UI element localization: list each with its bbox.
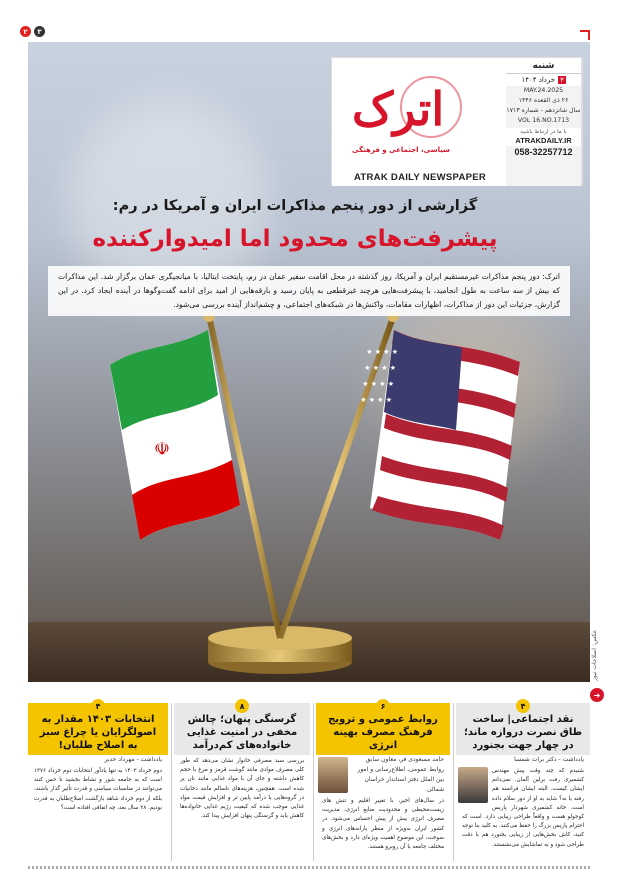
kicker: گزارشی از دور پنجم مذاکرات ایران و آمریکا در رم: xyxy=(112,198,478,214)
page-nav[interactable] xyxy=(20,26,45,37)
main-headline[interactable]: پیشرفت‌های محدود اما امیدوارکننده xyxy=(92,226,498,252)
arrow-icon[interactable]: ➜ xyxy=(590,688,604,702)
persian-date: ۳ خرداد ۱۴۰۴ xyxy=(506,74,581,86)
article-author: یادداشت - مهرداد خدیر xyxy=(104,756,162,763)
website-link[interactable]: ATRAKDAILY.IR xyxy=(515,136,572,145)
phone-number: 058-32257712 xyxy=(514,147,573,157)
article-title[interactable]: نقد اجتماعی| ساخت طاق نصرت دروازه ماند؛ در چهار جهت بجنورد xyxy=(456,703,590,755)
article-column[interactable] xyxy=(174,703,310,861)
logo: اترک xyxy=(340,68,502,150)
article-body: در سال‌های اخیر، با تغییر اقلیم و تنش های زیست‌محیطی و محدودیت منابع انرژی، مدیریت مصرف انرژی بیش از پیش احساس می‌شود. در کشور ایران به‌ویژه از منظر یارانه‌های انرژی و سوخت، این موضوع اهمیت ویژه‌ای دارد و بخش‌های مختلف جامعه با آن روبرو هستند. xyxy=(322,798,444,851)
crossed-flags-image xyxy=(100,290,530,690)
issue-info xyxy=(506,58,582,186)
article-column[interactable] xyxy=(316,703,450,861)
volume: VOL 16.NO.1713 xyxy=(517,117,570,124)
gregorian-date: MAY.24.2025 xyxy=(523,87,564,94)
lead-paragraph: اترک: دور پنجم مذاکرات غیرمستقیم ایران و آمریکا، روز گذشته در محل اقامت سفیر عمان در رم، پایتخت ایتالیا، با میانجیگری عمان برگزار شد. این مذاکرات که بیش از سه ساعت به طول انجامید، با پیشرفت‌هایی هرچند غیرقطعی به پایان رسید و بارقه‌هایی از امید برای ادامه گفت‌وگوها در آینده ایجاد کرد. در این گزارش، جزئیات این دور از مذاکرات، اظهارات مقامات، واکنش‌ها در شبکه‌های اجتماعی، و چشم‌انداز آینده بررسی می‌شود. xyxy=(48,266,570,316)
svg-text:★ ★ ★ ★: ★ ★ ★ ★ xyxy=(362,380,394,388)
article-body: شنیدم که چند وقت پیش مهندس کشمیری رفت برلین آلمان. نمی‌دانم ایشان کیست. البته ایشان فرانسه هم رفته یا نه؟ شاید به او از دور سلام داده است. خانه کشمیری شهردار پاریس کوجولو هست و واقعاً طراحی زیبایی دارد. است که احترام پاریس بزرگ را حفظ می‌کنند. به کلید بنا توجه کنید، کاش بخش‌هایی از زیبایی بجنورد هم با دقت طراحی شود و به تماشایش می‌نشستند. xyxy=(462,768,584,848)
site-label: با ما در ارتباط باشید xyxy=(520,129,567,135)
us-flag xyxy=(360,330,520,540)
article-title[interactable]: روابط عمومی و ترویج فرهنگ مصرف بهینه انرژی xyxy=(316,703,450,755)
article-body: بررسی سبد مصرفی خانوار نشان می‌دهد که طور کلی مصرف موادی مانند گوشت قرمز و مرغ با حجم کاهش داشته و جای آن با مواد غذایی مانند نان پر شده است. همچنین، هزینه‌های ناسالم مانند دخانیات در گروه‌هایی با درآمد پایین تر و افزایش قیمت مواد غذایی موجب شده که کیفیت رژیم غذایی خانواده‌ها کاهش یابد و گرسنگی پنهان افزایش پیدا کند. xyxy=(180,758,304,820)
article-body: دوم خرداد ۱۴۰۳ به تنها یادآور انتخابات دوم خرداد ۱۳۷۶ است که به جامعه شور و نشاط بخشید تا حس کنند می‌توانند در مناسبات سیاسی و قدرت تأثیر گذار باشند، بلکه از دوم خرداد شاهد بازگشت اصلاح‌طلبان به قدرت بودیم. ۲۸ سال بعد، چه اتفاقی افتاده است؟ xyxy=(34,768,162,811)
svg-text:★ ★ ★ ★: ★ ★ ★ ★ xyxy=(364,364,396,372)
english-name: ATRAK DAILY NEWSPAPER xyxy=(332,168,508,186)
article-column[interactable] xyxy=(456,703,590,861)
article-author: حامد مسعودی فر، معاون سابق روابط عمومی، اطلاع‌رسانی و امور بین الملل دفتر استاندار خراسان شمالی xyxy=(357,756,444,793)
article-author: یادداشت - دکتر برات شمسا xyxy=(514,756,584,763)
svg-text:★ ★ ★ ★: ★ ★ ★ ★ xyxy=(360,396,392,404)
bottom-rule xyxy=(28,866,590,869)
svg-text:★ ★ ★ ★: ★ ★ ★ ★ xyxy=(366,348,398,356)
article-column[interactable] xyxy=(28,703,168,861)
svg-text:☫: ☫ xyxy=(153,439,170,460)
page-ref-badge: ۴ xyxy=(516,699,530,713)
masthead xyxy=(331,57,583,185)
issue-number: سال شانزدهم - شماره ۱۷۱۳ xyxy=(506,107,581,114)
article-title[interactable]: انتخابات ۱۴۰۳ مقدار به اصولگرایان یا چراغ سبز به اصلاح طلبان! xyxy=(28,703,168,755)
article-title[interactable]: گرسنگی پنهان؛ چالش مخفی در امنیت غذایی خانواده‌های کم‌درآمد xyxy=(174,703,310,755)
page-ref-badge: ۶ xyxy=(376,699,390,713)
page-ref-badge: ۴ xyxy=(91,699,105,713)
photo-credit: عکس: اصلاحات نیوز xyxy=(591,630,598,682)
prev-page-icon[interactable]: ۳ xyxy=(34,26,45,37)
next-page-icon[interactable]: ۲ xyxy=(20,26,31,37)
bottom-articles xyxy=(28,703,590,861)
hijri-date: ۲۶ ذی القعده ۱۴۴۶ xyxy=(518,97,569,104)
corner-mark xyxy=(580,30,590,40)
page-ref-badge: ۸ xyxy=(235,699,249,713)
author-photo xyxy=(458,767,488,803)
logo-tagline: سیاسی، اجتماعی و فرهنگی xyxy=(352,146,450,154)
author-photo xyxy=(318,757,348,793)
day-name: شنبه xyxy=(506,58,581,74)
